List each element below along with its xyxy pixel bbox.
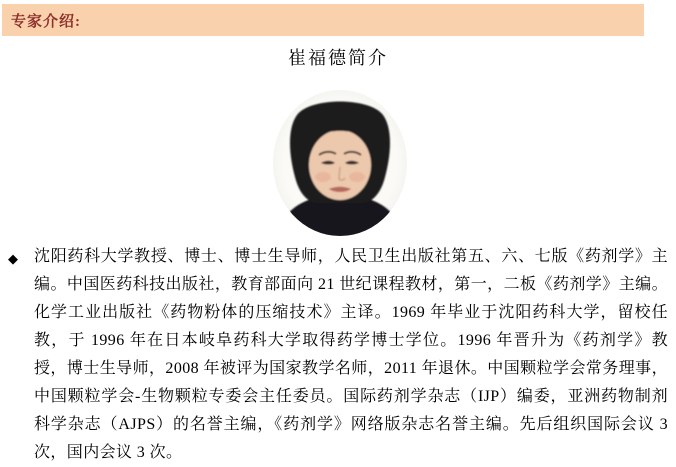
portrait-photo [265, 85, 415, 237]
diamond-bullet-icon: ◆ [8, 252, 18, 267]
bio-paragraph [0, 243, 676, 467]
portrait-photo-image [265, 85, 415, 237]
section-header [2, 4, 644, 36]
section-header-label: 专家介绍: [11, 13, 81, 30]
bio-text: 沈阳药科大学教授、博士、博士生导师，人民卫生出版社第五、六、七版《药剂学》主编。中国医药科技出版社，教育部面向 21 世纪课程教材，第一，二板《药剂学》主编。化学工业出版社《药物粉体的压缩技术》主译。1969 年毕业于沈阳药科大学，留校任教，于 1996 年在日本岐阜药科大学取得药学博士学位。1996 年晋升为《药剂学》教授，博士生导师，2008 年被评为国家教学名师，2011 年退休。中国颗粒学会常务理事，中国颗粒学会-生物颗粒专委会主任委员。国际药剂学杂志（IJP）编委，亚洲药物制剂科学杂志（AJPS）的名誉主编，《药剂学》网络版杂志名誉主编。先后组织国际会议 3 次，国内会议 3 次。 [34, 248, 668, 461]
page-title: 崔福德简介 [288, 48, 388, 68]
